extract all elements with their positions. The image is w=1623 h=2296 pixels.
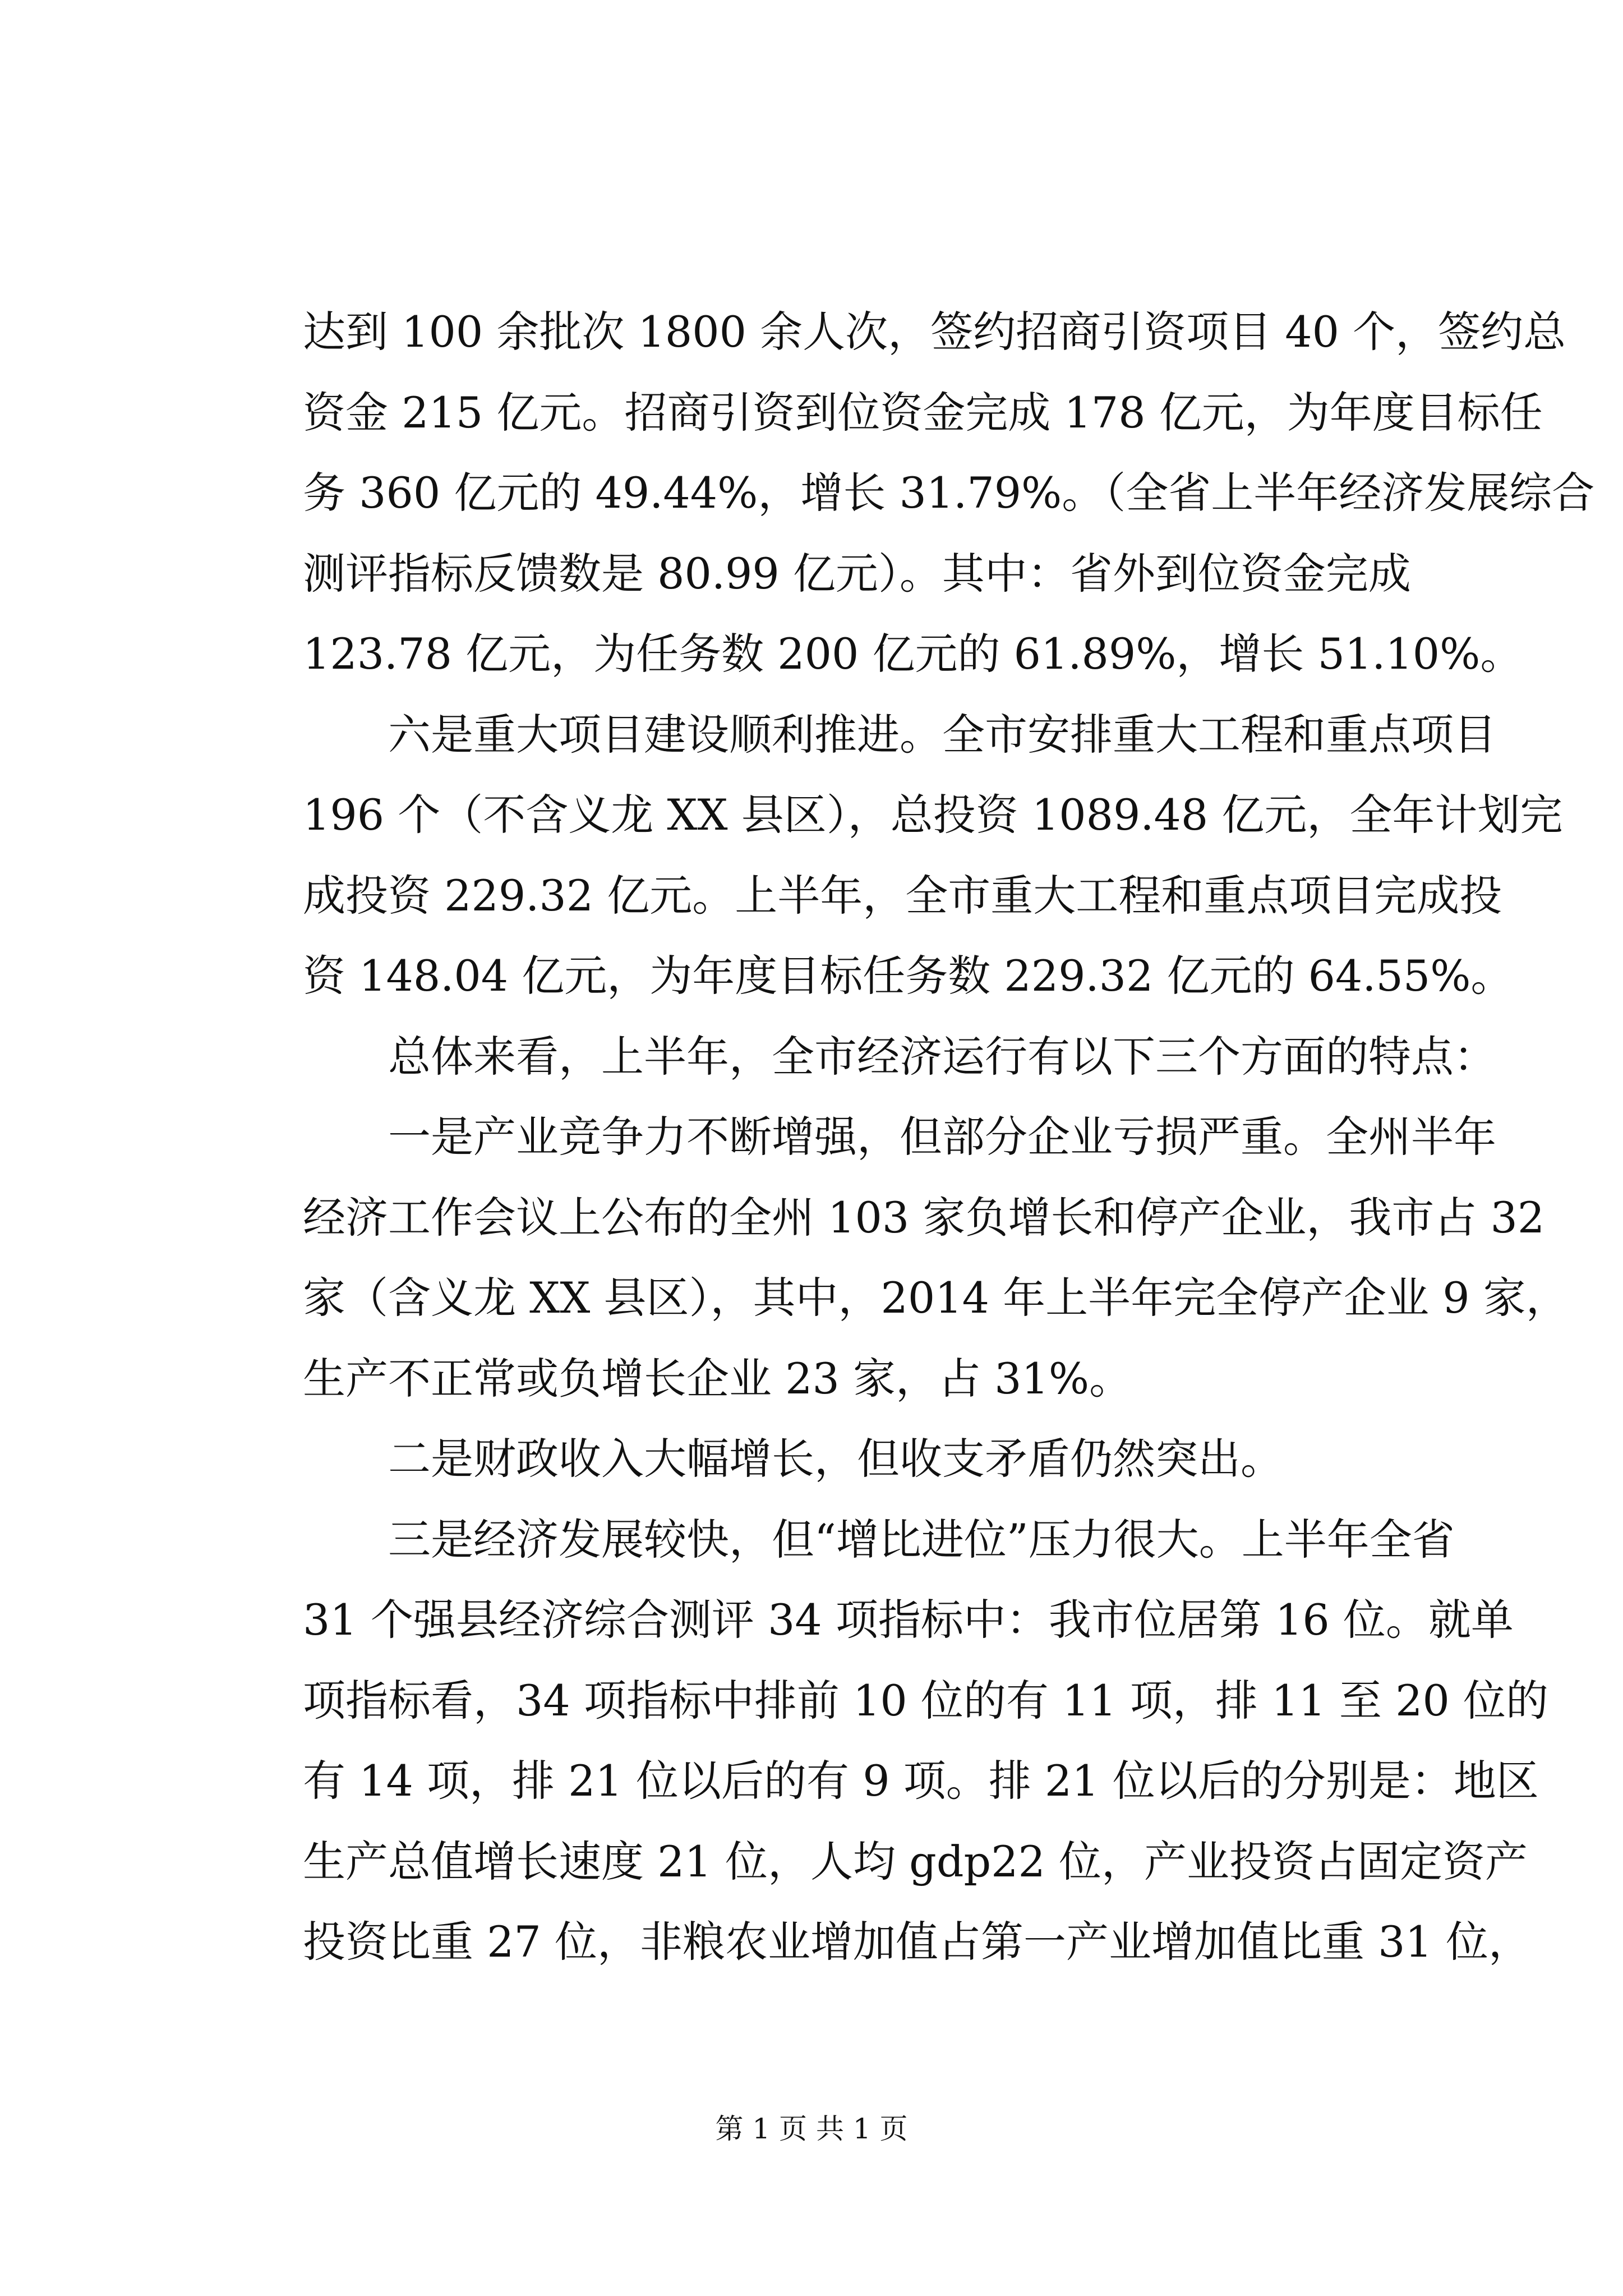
text-line: 有 14 项，排 21 位以后的有 9 项。排 21 位以后的分别是：地区 xyxy=(303,1756,1539,1806)
text-line: 测评指标反馈数是 80.99 亿元）。其中：省外到位资金完成 xyxy=(303,548,1411,599)
text-line: 二是财政收入大幅增长，但收支矛盾仍然突出。 xyxy=(388,1434,1283,1484)
text-line: 一是产业竞争力不断增强，但部分企业亏损严重。全州半年 xyxy=(388,1112,1496,1162)
text-line: 31 个强县经济综合测评 34 项指标中：我市位居第 16 位。就单 xyxy=(303,1595,1514,1645)
text-line: 资 148.04 亿元，为年度目标任务数 229.32 亿元的 64.55%。 xyxy=(303,951,1514,1001)
text-line: 家（含义龙 XX 县区），其中，2014 年上半年完全停产企业 9 家， xyxy=(303,1273,1569,1323)
text-line: 总体来看，上半年，全市经济运行有以下三个方面的特点： xyxy=(388,1031,1496,1082)
page-footer: 第 1 页 共 1 页 xyxy=(715,2113,908,2145)
text-line: 生产总值增长速度 21 位，人均 gdp22 位，产业投资占固定资产 xyxy=(303,1836,1528,1887)
text-line: 经济工作会议上公布的全州 103 家负增长和停产企业，我市占 32 xyxy=(303,1192,1545,1243)
text-line: 项指标看，34 项指标中排前 10 位的有 11 项，排 11 至 20 位的 xyxy=(303,1675,1548,1726)
text-line: 投资比重 27 位，非粮农业增加值占第一产业增加值比重 31 位， xyxy=(303,1917,1532,1967)
text-line: 六是重大项目建设顺利推进。全市安排重大工程和重点项目 xyxy=(388,709,1496,760)
text-line: 生产不正常或负增长企业 23 家，占 31%。 xyxy=(303,1353,1132,1404)
text-line: 资金 215 亿元。招商引资到位资金完成 178 亿元，为年度目标任 xyxy=(303,387,1543,438)
text-line: 务 360 亿元的 49.44%，增长 31.79%。（全省上半年经济发展综合 xyxy=(303,468,1595,518)
text-line: 达到 100 余批次 1800 余人次，签约招商引资项目 40 个，签约总 xyxy=(303,307,1566,357)
text-line: 196 个（不含义龙 XX 县区），总投资 1089.48 亿元，全年计划完 xyxy=(303,790,1563,840)
text-line: 三是经济发展较快，但“增比进位”压力很大。上半年全省 xyxy=(388,1514,1455,1565)
body-text xyxy=(303,292,1595,1982)
text-line: 123.78 亿元，为任务数 200 亿元的 61.89%，增长 51.10%。 xyxy=(303,629,1523,679)
text-line: 成投资 229.32 亿元。上半年，全市重大工程和重点项目完成投 xyxy=(303,870,1502,921)
